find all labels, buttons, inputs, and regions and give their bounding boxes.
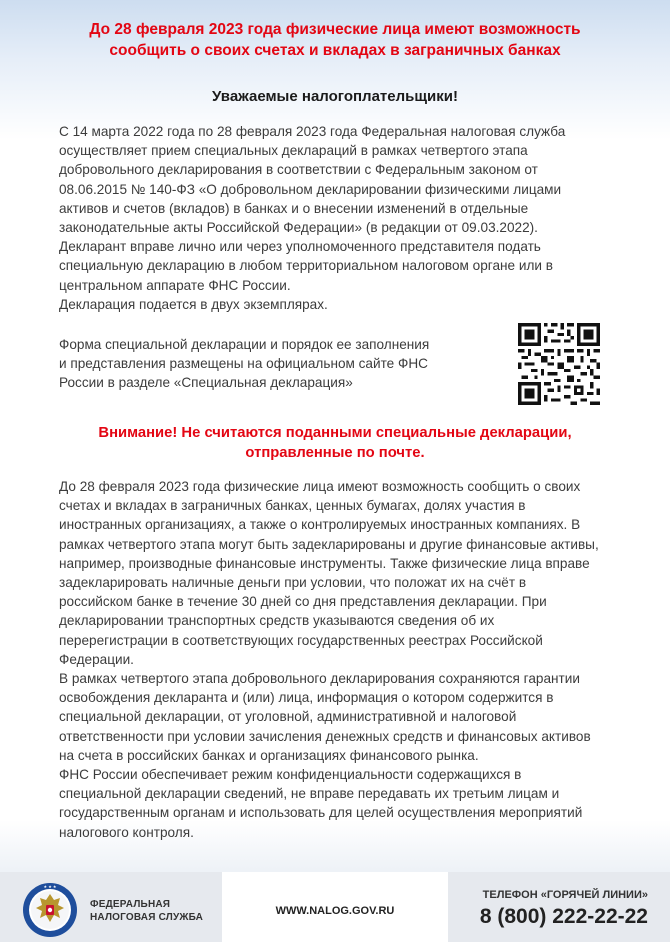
text-line: активов и счетов (вкладов) в банках и о внесении изменений в отдельные (59, 200, 529, 216)
text-line: 08.06.2015 № 140-ФЗ «О добровольном декларировании физическими лицами (59, 181, 562, 197)
text-line: на счета в российских банках и организациях финансового рынка. (59, 747, 479, 763)
qr-code-icon[interactable] (518, 323, 600, 405)
text-line: Декларант вправе лично или через уполномоченного представителя подать (59, 239, 541, 255)
headline-line-2: сообщить о своих счетах и вкладах в заграничных банках (109, 42, 561, 59)
text-line: российском банке в течение 30 дней со дня представления декларации. При (59, 594, 547, 610)
greeting: Уважаемые налогоплательщики! (212, 88, 458, 105)
text-line: Федерации. (59, 651, 134, 667)
text-line: До 28 февраля 2023 года физические лица имеют возможность сообщить о своих (59, 479, 581, 494)
text-line: центральном аппарате ФНС России. (59, 277, 291, 293)
text-line: законодательные акты Российской Федерации» (в редакции от 09.03.2022). (59, 220, 538, 236)
text-line: рамках четвертого этапа могут быть задекларированы и другие финансовые активы, (59, 536, 599, 552)
paragraph-details (59, 477, 599, 842)
org-line-1: ФЕДЕРАЛЬНАЯ (90, 899, 171, 910)
hotline-label: ТЕЛЕФОН «ГОРЯЧЕЙ ЛИНИИ» (482, 889, 648, 901)
text-line: специальной декларации, от уголовной, административной и налоговой (59, 709, 517, 725)
text-line: России в разделе «Специальная декларация» (59, 375, 353, 391)
fns-emblem-icon (22, 880, 78, 940)
organization-name (90, 898, 203, 924)
text-line: специальную декларацию в любом территориальном налоговом органе или в (59, 258, 553, 274)
text-line: государственным органам и использовать для целей осуществления мероприятий (59, 805, 583, 821)
paragraph-intro (59, 122, 565, 314)
text-line: декларировании транспортных средств указываются сведения об их (59, 613, 495, 629)
text-line: Форма специальной декларации и порядок ее заполнения (59, 337, 430, 352)
text-line: ФНС России обеспечивает режим конфиденциальности содержащихся в (59, 767, 522, 783)
text-line: добровольного декларирования в соответствии с Федеральным законом от (59, 162, 538, 178)
text-line: например, производные финансовые инструменты. Также физические лица вправе (59, 555, 590, 571)
warning-line-2: отправленные по почте. (245, 445, 425, 461)
text-line: В рамках четвертого этапа добровольного декларирования сохраняются гарантии (59, 671, 580, 687)
mail-warning (40, 423, 630, 463)
hotline-phone[interactable]: 8 (800) 222-22-22 (479, 905, 648, 928)
text-line: ответственности при условии зачисления денежных средств и финансовых активов (59, 728, 591, 744)
text-line: и представления размещены на официальном сайте ФНС (59, 356, 428, 372)
text-line: налогового контроля. (59, 824, 194, 840)
text-line: С 14 марта 2022 года по 28 февраля 2023 года Федеральная налоговая служба (59, 124, 566, 139)
paragraph-form-info (59, 335, 429, 393)
text-line: осуществляет прием специальных деклараций в рамках четвертого этапа (59, 143, 528, 159)
text-line: освобождения декларанта и (или) лица, информация о котором содержится в (59, 690, 554, 706)
headline (60, 19, 610, 61)
text-line: счетах и вкладах в заграничных банках, ценных бумагах, долях участия в (59, 498, 526, 514)
text-line: задекларировать наличные деньги при условии, что положат их на счёт в (59, 575, 527, 591)
svg-text:★ ★ ★: ★ ★ ★ (43, 884, 57, 889)
headline-line-1: До 28 февраля 2023 года физические лица имеют возможность (89, 21, 581, 38)
text-line: иностранных организациях, а также о контролируемых иностранных компаниях. В (59, 517, 581, 533)
org-line-2: НАЛОГОВАЯ СЛУЖБА (90, 912, 204, 923)
warning-line-1: Внимание! Не считаются поданными специальные декларации, (98, 425, 572, 441)
website-link[interactable]: WWW.NALOG.GOV.RU (275, 905, 395, 917)
text-line: Декларация подается в двух экземплярах. (59, 296, 328, 312)
text-line: специальной декларации сведений, не вправе передавать их третьим лицам и (59, 786, 560, 802)
text-line: перерегистрации в соответствующих государственных реестрах Российской (59, 632, 543, 648)
